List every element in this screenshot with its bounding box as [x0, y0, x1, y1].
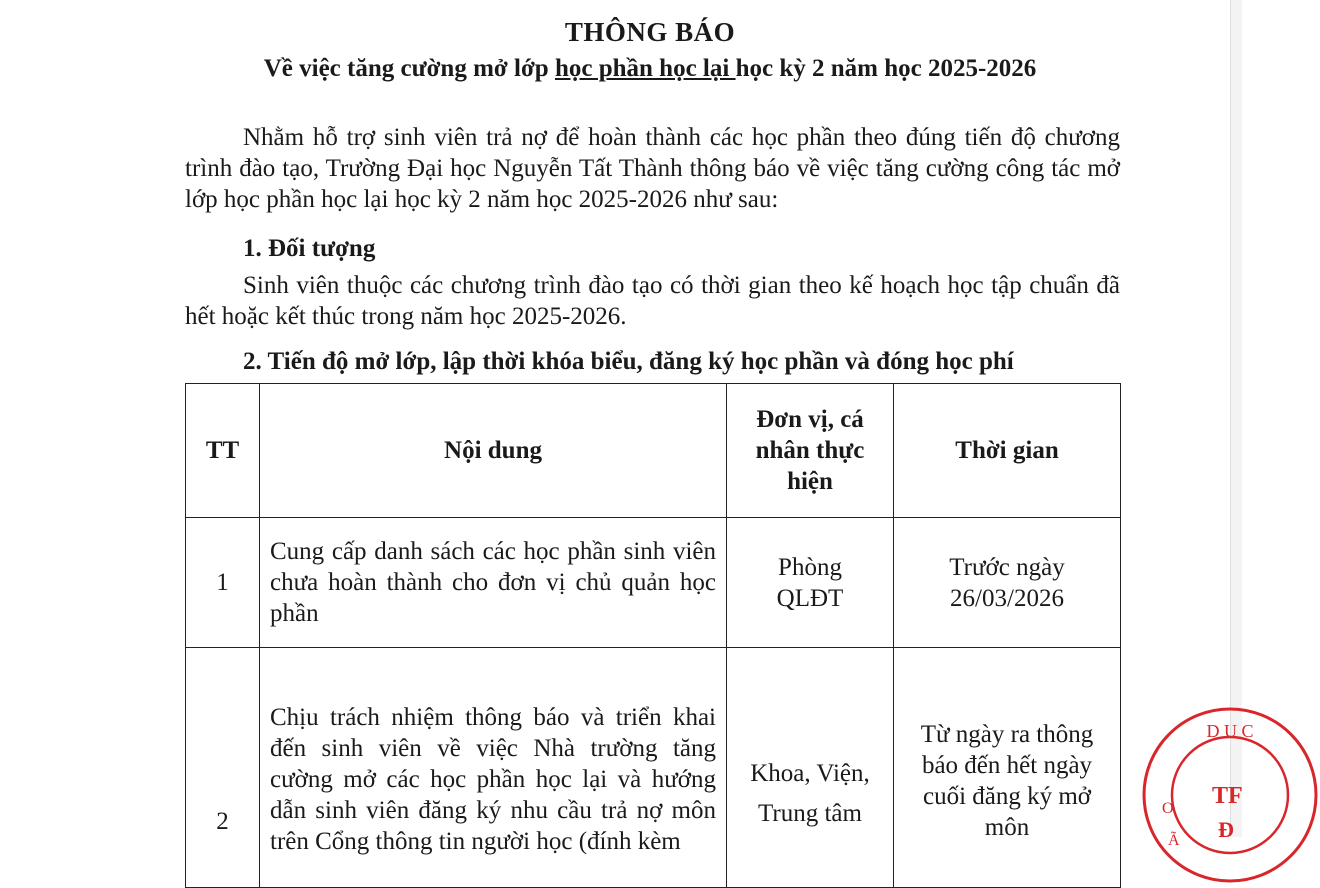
cell-unit: Phòng QLĐT: [727, 518, 894, 648]
header-tt: TT: [186, 384, 260, 518]
document-subtitle: [0, 55, 1300, 83]
intro-paragraph: Nhằm hỗ trợ sinh viên trả nợ để hoàn thành các học phần theo đúng tiến độ chương trình đào tạo, Trường Đại học Nguyễn Tất Thành thông báo về việc tăng cường công tác mở lớp học phần học lại học kỳ 2 năm học 2025-2026 như sau:: [185, 124, 1120, 213]
subtitle-underlined: học phần học lại: [554, 55, 736, 82]
table-row: [186, 648, 1121, 888]
seal-center-text: Đ: [1218, 817, 1234, 842]
cell-unit: Khoa, Viện, Trung tâm: [727, 648, 894, 888]
table-header-row: [186, 384, 1121, 518]
seal-center-text: TF: [1212, 783, 1243, 809]
cell-time: Từ ngày ra thông báo đến hết ngày cuối đăng ký mở môn: [894, 648, 1121, 888]
cell-content: Cung cấp danh sách các học phần sinh viên chưa hoàn thành cho đơn vị chủ quản học phần: [260, 518, 727, 648]
subtitle-part: học kỳ 2 năm học 2025-2026: [735, 55, 1037, 82]
schedule-table: [185, 383, 1121, 888]
header-time: Thời gian: [894, 384, 1121, 518]
header-content: Nội dung: [260, 384, 727, 518]
table-row: [186, 518, 1121, 648]
cell-time: Trước ngày 26/03/2026: [894, 518, 1121, 648]
section-heading: 2. Tiến độ mở lớp, lập thời khóa biểu, đăng ký học phần và đóng học phí: [243, 348, 1014, 375]
red-seal-stamp: [1140, 705, 1320, 885]
section-heading: 1. Đối tượng: [243, 235, 376, 262]
seal-arc-text: Ã: [1168, 832, 1180, 849]
seal-arc-text: O: [1162, 800, 1174, 817]
cell-content: Chịu trách nhiệm thông báo và triển khai đến sinh viên về việc Nhà trường tăng cường mở các học phần học lại và hướng dẫn sinh viên đăng ký nhu cầu trả nợ môn trên Cổng thông tin người học (đính kèm: [260, 648, 727, 888]
section-paragraph: Sinh viên thuộc các chương trình đào tạo có thời gian theo kế hoạch học tập chuẩn đã hết hoặc kết thúc trong năm học 2025-2026.: [185, 272, 1120, 330]
cell-tt: 1: [186, 518, 260, 648]
document-title: THÔNG BÁO: [564, 17, 736, 47]
header-unit: Đơn vị, cá nhân thực hiện: [727, 384, 894, 518]
subtitle-part: Về việc tăng cường mở lớp: [263, 55, 555, 82]
cell-tt: 2: [186, 648, 260, 888]
seal-arc-text: D U C: [1206, 721, 1254, 741]
